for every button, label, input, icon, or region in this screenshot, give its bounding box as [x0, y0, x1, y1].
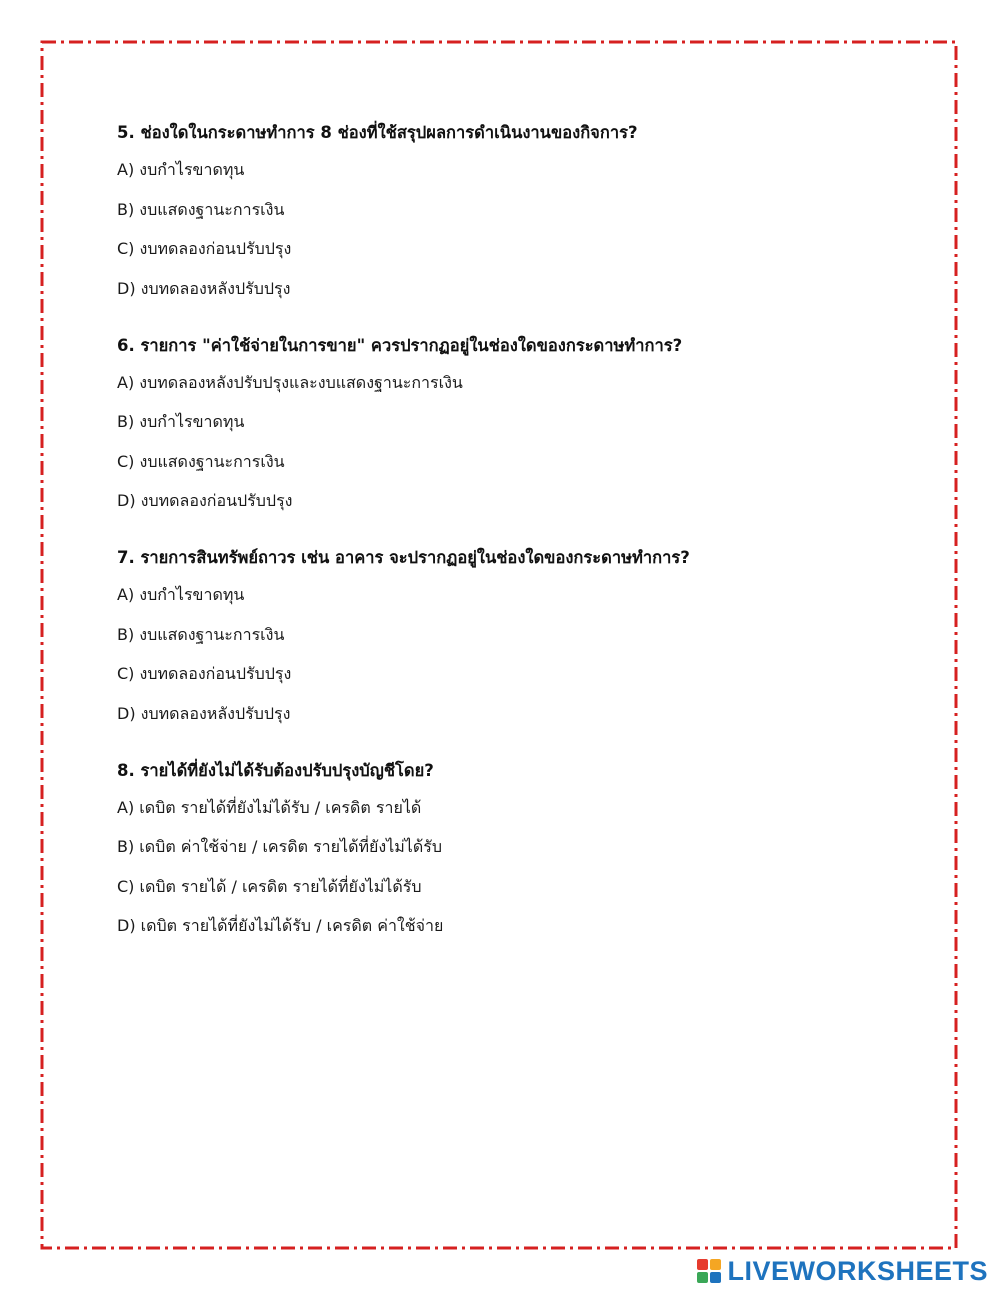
- option-d[interactable]: D) งบทดลองหลังปรับปรุง: [117, 278, 291, 298]
- liveworksheets-brand[interactable]: [697, 1254, 988, 1288]
- liveworksheets-logo-icon: [697, 1259, 721, 1283]
- question-5: [117, 118, 917, 301]
- option-a[interactable]: A) เดบิต รายได้ที่ยังไม่ได้รับ / เครดิต รายได้: [117, 797, 422, 817]
- logo-square-red: [697, 1259, 708, 1270]
- logo-square-orange: [710, 1259, 721, 1270]
- question-7: [117, 543, 917, 726]
- option-c[interactable]: C) งบทดลองก่อนปรับปรุง: [117, 239, 292, 258]
- option-c[interactable]: C) เดบิต รายได้ / เครดิต รายได้ที่ยังไม่ได้รับ: [117, 876, 422, 896]
- option-b[interactable]: B) เดบิต ค่าใช้จ่าย / เครดิต รายได้ที่ยังไม่ได้รับ: [117, 837, 442, 856]
- option-b[interactable]: B) งบกำไรขาดทุน: [117, 412, 245, 431]
- question-6: [117, 331, 917, 514]
- question-text: 7. รายการสินทรัพย์ถาวร เช่น อาคาร จะปรากฏอยู่ในช่องใดของกระดาษทำการ?: [117, 548, 690, 567]
- option-a[interactable]: A) งบทดลองหลังปรับปรุงและงบแสดงฐานะการเงิน: [117, 372, 463, 392]
- option-d[interactable]: D) เดบิต รายได้ที่ยังไม่ได้รับ / เครดิต ค่าใช้จ่าย: [117, 916, 444, 935]
- option-c[interactable]: C) งบทดลองก่อนปรับปรุง: [117, 664, 292, 683]
- question-8: [117, 756, 917, 939]
- option-a[interactable]: A) งบกำไรขาดทุน: [117, 160, 245, 179]
- option-b[interactable]: B) งบแสดงฐานะการเงิน: [117, 624, 285, 644]
- brand-name: LIVEWORKSHEETS: [727, 1256, 988, 1286]
- question-text: 6. รายการ "ค่าใช้จ่ายในการขาย" ควรปรากฏอยู่ในช่องใดของกระดาษทำการ?: [117, 335, 683, 355]
- option-d[interactable]: D) งบทดลองก่อนปรับปรุง: [117, 491, 293, 510]
- question-text: 5. ช่องใดในกระดาษทำการ 8 ช่องที่ใช้สรุปผลการดำเนินงานของกิจการ?: [117, 123, 638, 142]
- logo-square-blue: [710, 1272, 721, 1283]
- question-text: 8. รายได้ที่ยังไม่ได้รับต้องปรับปรุงบัญชีโดย?: [117, 760, 434, 780]
- logo-square-green: [697, 1272, 708, 1283]
- option-c[interactable]: C) งบแสดงฐานะการเงิน: [117, 451, 285, 471]
- worksheet-content: [117, 118, 917, 968]
- option-d[interactable]: D) งบทดลองหลังปรับปรุง: [117, 703, 291, 723]
- option-a[interactable]: A) งบกำไรขาดทุน: [117, 585, 245, 604]
- option-b[interactable]: B) งบแสดงฐานะการเงิน: [117, 199, 285, 219]
